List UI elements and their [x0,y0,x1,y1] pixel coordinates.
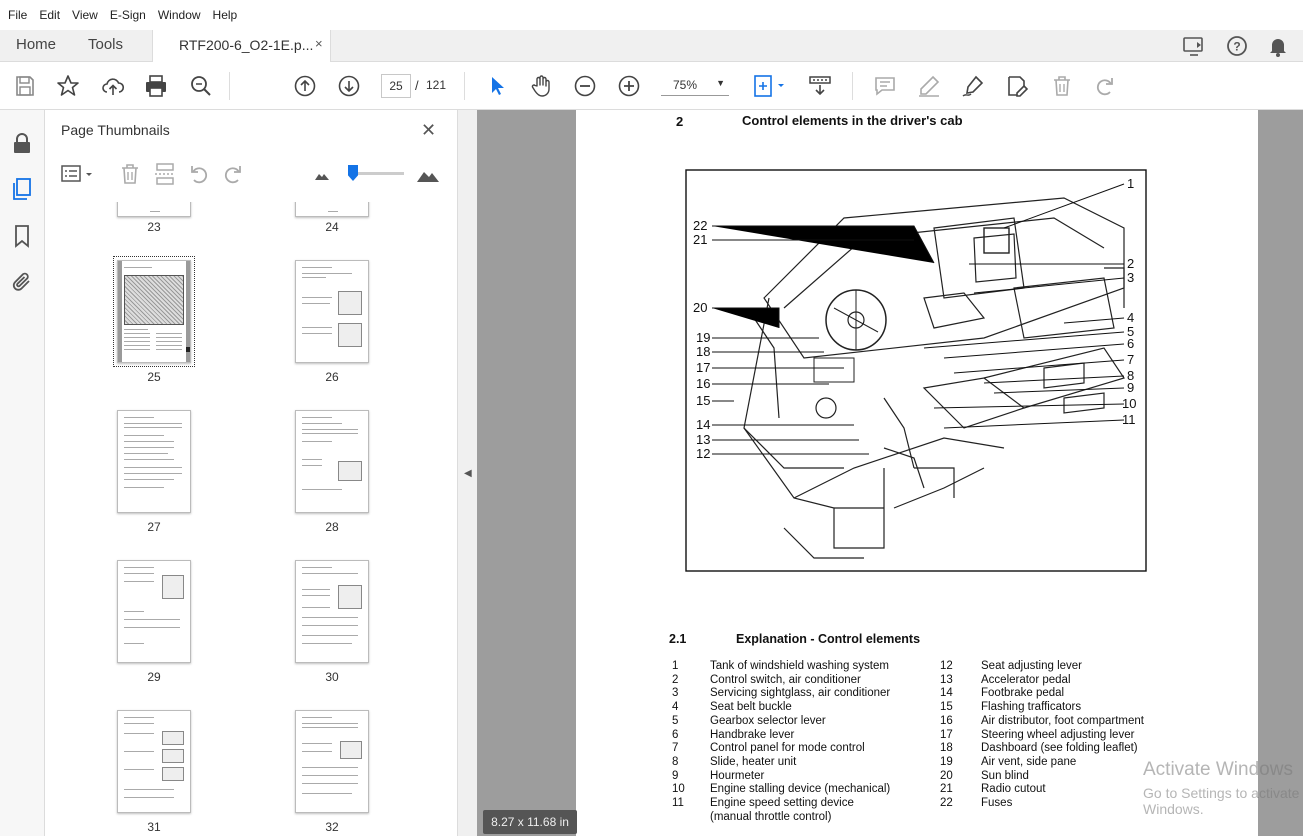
zoom-level-select[interactable] [661,76,729,96]
tab-tools[interactable]: Tools [88,36,124,53]
document-tab-title: RTF200-6_O2-1E.p... [179,37,314,53]
legend-item-text: Seat adjusting lever [981,660,1083,672]
slider-handle[interactable] [348,165,358,181]
delete-page-icon[interactable] [118,162,142,186]
notifications-bell-icon[interactable] [1266,34,1290,58]
close-panel-icon[interactable]: ✕ [421,120,437,140]
section-title: Control elements in the driver's cab [742,113,963,128]
document-tab[interactable] [152,30,331,63]
callout-17: 17 [696,360,711,375]
legend-item-number: 15 [940,701,953,714]
thumbnail-page-number: 29 [147,670,161,684]
legend-item-text: Air vent, side pane [981,755,1077,768]
legend-item-text: Hourmeter [710,769,765,782]
legend-item-text: Seat belt buckle [710,701,792,714]
fit-page-icon[interactable] [752,74,786,98]
chevron-down-icon: ▼ [716,78,725,88]
page-thumbnail[interactable] [117,710,191,813]
legend-item-text: Engine stalling device (mechanical) [710,783,891,796]
page-thumbnail[interactable] [117,202,191,217]
legend-item-text: Gearbox selector lever [710,714,826,727]
legend-item-text: Control switch, air conditioner [710,673,861,686]
toolbar-divider [852,72,853,100]
legend-item-number: 19 [940,755,953,768]
callout-12: 12 [696,446,711,461]
legend-item-text: Air distributor, foot compartment [981,714,1144,727]
legend-item-text: Dashboard (see folding leaflet) [981,742,1138,755]
delete-icon[interactable] [1050,74,1074,98]
thumbnail-page-number: 26 [325,370,339,384]
tab-home[interactable]: Home [16,36,57,53]
callout-11: 11 [1122,412,1136,427]
legend-item-text: Sun blind [981,769,1029,782]
page-thumbnail[interactable] [295,560,369,663]
legend-item-number: 7 [672,742,679,755]
legend-item-number: 13 [940,673,953,686]
legend-item-number: 12 [940,660,953,672]
panel-title: Page Thumbnails [61,122,170,138]
menu-edit[interactable]: Edit [39,8,61,22]
legend-item-number: 5 [672,714,679,727]
callout-13: 13 [696,432,711,447]
thumbnail-page-number: 25 [147,370,161,384]
page-separator: / [415,78,419,93]
page-thumbnail[interactable] [117,560,191,663]
menu-window[interactable]: Window [157,8,201,22]
collapse-arrow-icon[interactable]: ◀ [464,468,472,479]
lock-icon[interactable] [10,131,34,155]
callout-18: 18 [696,344,711,359]
larger-thumbnails-icon[interactable] [416,162,440,186]
page-thumbnail[interactable] [295,710,369,813]
main-toolbar [0,62,1303,110]
legend-item-number: 4 [672,701,679,714]
callout-9: 9 [1127,380,1135,395]
callout-16: 16 [696,376,711,391]
rotate-left-icon[interactable] [187,162,211,186]
callout-15: 15 [696,393,711,408]
zoom-level-value: 75% [673,78,698,92]
legend-item-text: Accelerator pedal [981,673,1071,686]
left-icon-rail [0,110,45,836]
total-pages: 121 [426,78,447,92]
zoom-out-icon[interactable] [573,74,597,98]
document-view[interactable] [477,110,1303,836]
zoom-in-icon[interactable] [617,74,641,98]
tab-bar [0,30,1303,62]
menu-help[interactable]: Help [212,8,238,22]
legend-item-number: 8 [672,755,679,768]
thumbnail-list [59,202,437,836]
callout-20: 20 [693,300,708,315]
legend-item-text: Servicing sightglass, air conditioner [710,687,891,700]
callout-2: 2 [1127,256,1135,271]
comment-icon[interactable] [873,74,897,98]
legend-item-text: Handbrake lever [710,728,795,741]
next-page-icon[interactable] [337,74,361,98]
legend-item-number: 1 [672,660,679,672]
rotate-right-icon[interactable] [221,162,245,186]
thumbnail-page-number: 28 [325,520,339,534]
callout-14: 14 [696,417,711,432]
watermark-subtitle: Go to Settings to activate Windows. [1143,785,1300,817]
thumbnail-page-number: 24 [325,220,339,234]
callout-10: 10 [1122,396,1137,411]
legend-item-text: (manual throttle control) [710,810,832,823]
callout-5: 5 [1127,324,1135,339]
bookmark-star-icon[interactable] [56,74,80,98]
cab-diagram [684,168,1148,573]
legend-item-number: 11 [672,797,684,809]
print-icon[interactable] [144,74,168,98]
thumbnail-page-number: 31 [147,820,161,834]
smaller-thumbnails-icon[interactable] [310,162,334,186]
bookmarks-icon[interactable] [10,224,34,248]
thumbnail-options-icon[interactable] [59,162,97,186]
legend-item-number: 2 [672,673,679,686]
page-number-input[interactable]: 25 [381,74,411,98]
legend-item-text: Engine speed setting device [710,797,854,809]
callout-4: 4 [1127,310,1135,325]
legend-item-text: Control panel for mode control [710,742,865,755]
legend-item-number: 17 [940,728,953,741]
legend-item-number: 22 [940,797,953,809]
callout-21: 21 [693,232,708,247]
callout-7: 7 [1127,352,1135,367]
page-thumbnail[interactable] [295,410,369,513]
search-zoom-icon[interactable] [189,74,213,98]
pdf-page [576,110,1258,836]
page-thumbnail[interactable] [117,410,191,513]
legend-item-number: 20 [940,769,953,782]
legend-item-number: 21 [940,783,953,796]
legend-item-number: 3 [672,687,679,700]
menu-view[interactable]: View [72,8,98,22]
scroll-mode-icon[interactable] [808,74,832,98]
page-thumbnails-icon[interactable] [10,177,34,201]
menu-file[interactable]: File [8,8,28,22]
callout-6: 6 [1127,336,1135,351]
legend-item-number: 18 [940,742,953,755]
close-tab-icon[interactable]: × [315,36,323,51]
share-screen-icon[interactable] [1182,34,1206,58]
page-thumbnail[interactable] [295,202,369,217]
select-cursor-icon[interactable] [485,74,509,98]
page-thumbnail[interactable] [295,260,369,363]
thumbnail-page-number: 30 [325,670,339,684]
previous-page-icon[interactable] [293,74,317,98]
callout-8: 8 [1127,368,1135,383]
legend-item-text: Slide, heater unit [710,755,797,768]
thumbnail-size-slider[interactable] [348,172,404,175]
help-icon[interactable] [1225,34,1249,58]
legend-item-number: 10 [672,783,685,796]
thumbnail-page-number: 23 [147,220,161,234]
attachments-paperclip-icon[interactable] [10,270,34,294]
legend-item-number: 6 [672,728,679,741]
menu-esign[interactable]: E-Sign [109,8,146,22]
callout-1: 1 [1127,176,1135,191]
svg-text:?: ? [1233,39,1241,54]
thumbnail-page-number: 27 [147,520,161,534]
extract-page-icon[interactable] [153,162,177,186]
legend-item-text: Flashing trafficators [981,701,1082,714]
callout-22: 22 [693,218,708,233]
legend-item-text: Steering wheel adjusting lever [981,728,1135,741]
toolbar-divider [464,72,465,100]
subsection-number: 2.1 [669,632,687,646]
legend-item-number: 16 [940,714,953,727]
watermark-title: Activate Windows [1143,759,1293,780]
thumbnail-page-number: 32 [325,820,339,834]
legend-item-text: Radio cutout [981,783,1046,796]
hand-tool-icon[interactable] [529,74,553,98]
panel-collapse-strip[interactable] [458,110,477,836]
save-icon[interactable] [13,74,37,98]
toolbar-divider [229,72,230,100]
page-thumbnail-selected[interactable] [117,260,191,363]
draw-sign-icon[interactable] [961,74,985,98]
upload-cloud-icon[interactable] [101,74,125,98]
callout-19: 19 [696,330,711,345]
activate-windows-watermark [1143,759,1303,817]
callout-3: 3 [1127,270,1135,285]
edit-pdf-icon[interactable] [1005,74,1029,98]
highlight-pen-icon[interactable] [917,74,941,98]
legend-item-text: Fuses [981,797,1013,809]
legend-item-text: Footbrake pedal [981,687,1065,700]
section-number: 2 [676,114,684,129]
legend-item-number: 14 [940,687,953,700]
legend-item-text: Tank of windshield washing system [710,660,889,672]
subsection-title: Explanation - Control elements [736,632,921,646]
redo-icon[interactable] [1093,74,1117,98]
page-thumbnails-panel [45,110,458,836]
menu-bar [0,0,1303,30]
legend-item-number: 9 [672,769,679,782]
page-size-indicator: 8.27 x 11.68 in [483,810,577,834]
